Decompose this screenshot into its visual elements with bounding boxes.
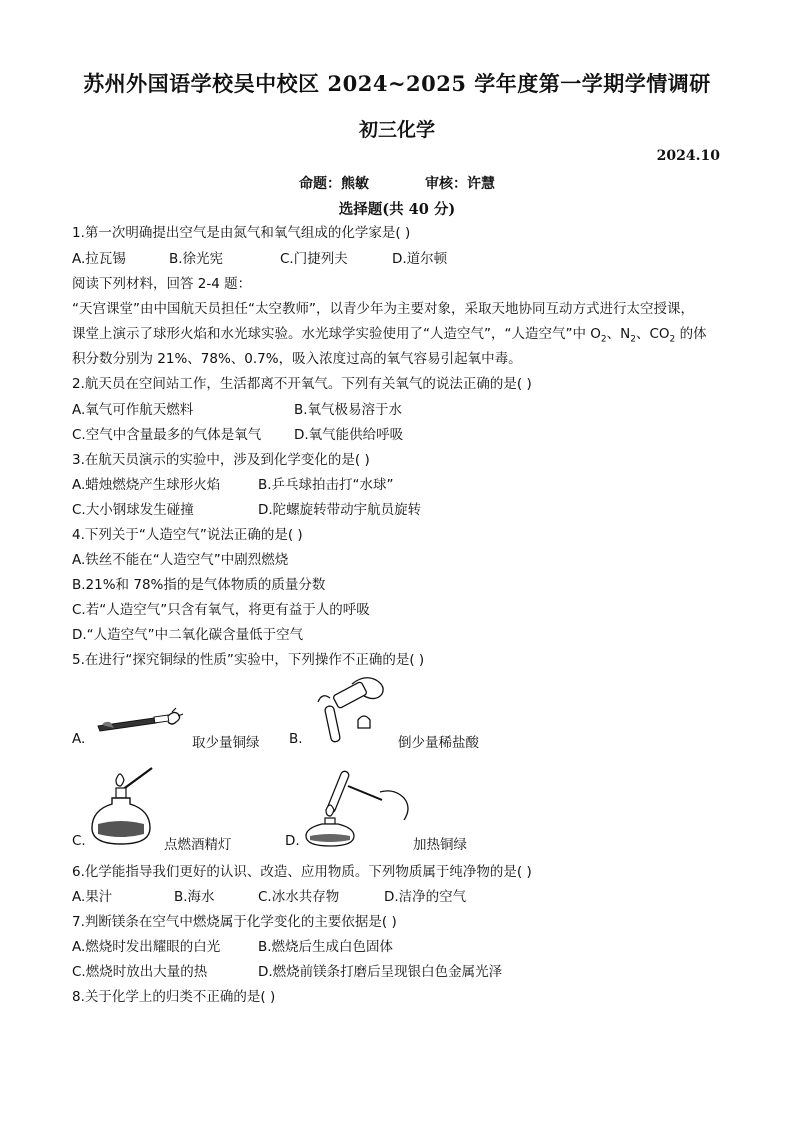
q2-option-a: A.氧气可作航天燃料 bbox=[72, 402, 194, 418]
q3-option-d: D.陀螺旋转带动宇航员旋转 bbox=[258, 502, 422, 518]
q1-option-c: C.门捷列夫 bbox=[280, 251, 348, 267]
author-line bbox=[0, 173, 794, 193]
q1-option-d: D.道尔顿 bbox=[392, 251, 448, 267]
q4-stem: 4.下列关于“人造空气”说法正确的是( ) bbox=[72, 527, 303, 543]
q7-options-row-2 bbox=[72, 960, 732, 980]
q3-option-b: B.乒乓球拍击打“水球” bbox=[258, 477, 394, 493]
q2-option-c: C.空气中含量最多的气体是氧气 bbox=[72, 427, 262, 443]
q3-stem: 3.在航天员演示的实验中，涉及到化学变化的是( ) bbox=[72, 452, 370, 468]
q7-options-row-1 bbox=[72, 935, 732, 955]
exam-subtitle: 初三化学 bbox=[358, 119, 435, 141]
q5-stem: 5.在进行“探究铜绿的性质”实验中，下列操作不正确的是( ) bbox=[72, 652, 425, 668]
q5-option-b-text: 倒少量稀盐酸 bbox=[398, 735, 479, 751]
q6-options bbox=[72, 885, 732, 905]
q3-options-row-2 bbox=[72, 498, 732, 518]
q5-option-a-letter: A. bbox=[72, 731, 86, 747]
author: 命题：熊敏 bbox=[299, 176, 369, 192]
q6-stem: 6.化学能指导我们更好的认识、改造、应用物质。下列物质属于纯净物的是( ) bbox=[72, 864, 532, 880]
q6-option-d: D.洁净的空气 bbox=[384, 889, 467, 905]
q4-option-b: B.21%和 78%指的是气体物质的质量分数 bbox=[72, 577, 326, 593]
reviewer: 审核：许慧 bbox=[425, 176, 495, 192]
q2-stem: 2.航天员在空间站工作，生活都离不开氧气。下列有关氧气的说法正确的是( ) bbox=[72, 376, 532, 392]
q7-option-d: D.燃烧前镁条打磨后呈现银白色金属光泽 bbox=[258, 964, 503, 980]
pouring-acid-illustration bbox=[314, 672, 394, 746]
q5-option-b-letter: B. bbox=[289, 731, 303, 747]
q6-option-a: A.果汁 bbox=[72, 889, 113, 905]
q3-option-c: C.大小钢球发生碰撞 bbox=[72, 502, 194, 518]
exam-title: 苏州外国语学校吴中校区 2024~2025 学年度第一学期学情调研 bbox=[83, 71, 711, 96]
q6-option-b: B.海水 bbox=[174, 889, 215, 905]
q4-option-c: C.若“人造空气”只含有氧气，将更有益于人的呼吸 bbox=[72, 602, 370, 618]
spatula-powder-illustration bbox=[94, 706, 186, 740]
q7-option-b: B.燃烧后生成白色固体 bbox=[258, 939, 394, 955]
alcohol-lamp-lighting-illustration bbox=[94, 766, 164, 848]
q6-option-c: C.冰水共存物 bbox=[258, 889, 340, 905]
q5-option-c-text: 点燃酒精灯 bbox=[164, 837, 232, 853]
reading-paragraph-1: “天宫课堂”由中国航天员担任“太空教师”，以青少年为主要对象，采取天地协同互动方式进行太空授课， bbox=[72, 301, 694, 317]
q1-option-a: A.拉瓦锡 bbox=[72, 251, 126, 267]
q1-option-b: B.徐光宪 bbox=[169, 251, 224, 267]
q1-options bbox=[72, 247, 732, 267]
q3-options-row-1 bbox=[72, 473, 732, 493]
q7-option-c: C.燃烧时放出大量的热 bbox=[72, 964, 208, 980]
q8-stem: 8.关于化学上的归类不正确的是( ) bbox=[72, 989, 276, 1005]
q5-option-d-letter: D. bbox=[285, 833, 300, 849]
q2-option-d: D.氧气能供给呼吸 bbox=[294, 427, 404, 443]
q4-option-d: D.“人造空气”中二氧化碳含量低于空气 bbox=[72, 627, 304, 643]
q2-option-b: B.氧气极易溶于水 bbox=[294, 402, 403, 418]
q2-options-row-1 bbox=[72, 398, 732, 418]
q7-stem: 7.判断镁条在空气中燃烧属于化学变化的主要依据是( ) bbox=[72, 914, 397, 930]
q4-option-a: A.铁丝不能在“人造空气”中剧烈燃烧 bbox=[72, 552, 289, 568]
reading-intro: 阅读下列材料，回答 2-4 题： bbox=[72, 276, 252, 292]
q7-option-a: A.燃烧时发出耀眼的白光 bbox=[72, 939, 221, 955]
exam-date: 2024.10 bbox=[656, 148, 720, 164]
q5-option-d-text: 加热铜绿 bbox=[413, 837, 467, 853]
reading-paragraph-2: 课堂上演示了球形火焰和水光球实验。水光球学实验使用了“人造空气”，“人造空气”中 $O_2$、$N_2$、$CO_2$ 的体 bbox=[72, 326, 707, 345]
q2-options-row-2 bbox=[72, 423, 732, 443]
section-heading: 选择题(共 40 分) bbox=[338, 201, 456, 218]
q5-option-a-text: 取少量铜绿 bbox=[192, 735, 260, 751]
q1-stem: 1.第一次明确提出空气是由氮气和氧气组成的化学家是( ) bbox=[72, 225, 411, 241]
heating-copper-illustration bbox=[308, 762, 412, 848]
q5-option-c-letter: C. bbox=[72, 833, 86, 849]
q3-option-a: A.蜡烛燃烧产生球形火焰 bbox=[72, 477, 221, 493]
reading-paragraph-3: 积分数分别为 21%、78%、0.7%，吸入浓度过高的氧气容易引起氧中毒。 bbox=[72, 351, 522, 367]
